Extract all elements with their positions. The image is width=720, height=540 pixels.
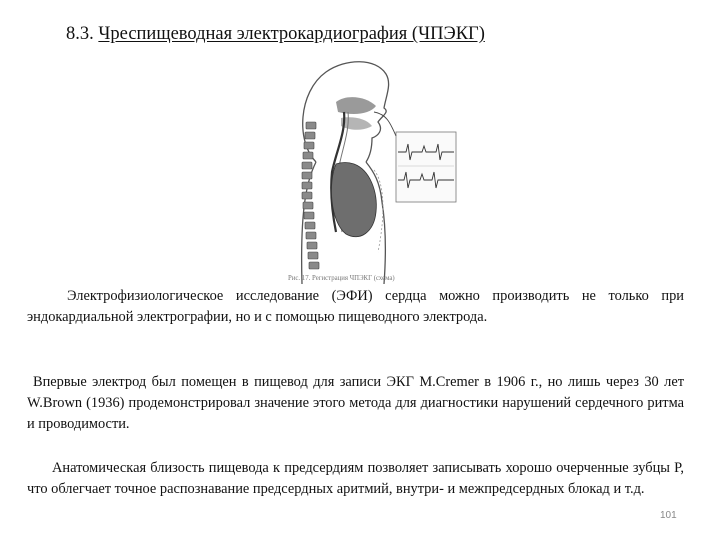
ecg-figure xyxy=(286,52,468,284)
page-number: 101 xyxy=(660,510,677,521)
figure-caption: Рис. 17. Регистрация ЧПЭКГ (схема) xyxy=(288,275,395,282)
paragraph-3: Анатомическая близость пищевода к предсердиям позволяет записывать хорошо очерченные зубцы Р, что облегчает точное распознавание предсердных аритмий, внутри- и межпредсердных блокад и т.д. xyxy=(27,460,684,497)
page-title xyxy=(66,24,485,45)
paragraph-2: Впервые электрод был помещен в пищевод для записи ЭКГ M.Cremer в 1906 г., но лишь через 30 лет W.Brown (1936) продемонстрировал значение этого метода для диагностики нарушений сердечного ритма и проводимости. xyxy=(27,374,684,432)
spine-vertebrae xyxy=(302,122,319,269)
ecg-trace-panel xyxy=(396,132,456,202)
esophageal-ecg-illustration xyxy=(286,52,468,284)
paragraph-1: Электрофизиологическое исследование (ЭФИ) сердца можно производить не только при эндокардиальной электрографии, но и с помощью пищеводного электрода. xyxy=(27,288,684,325)
title-number: 8.3. xyxy=(66,24,94,44)
title-text: Чреспищеводная электрокардиография (ЧПЭКГ) xyxy=(98,24,485,44)
